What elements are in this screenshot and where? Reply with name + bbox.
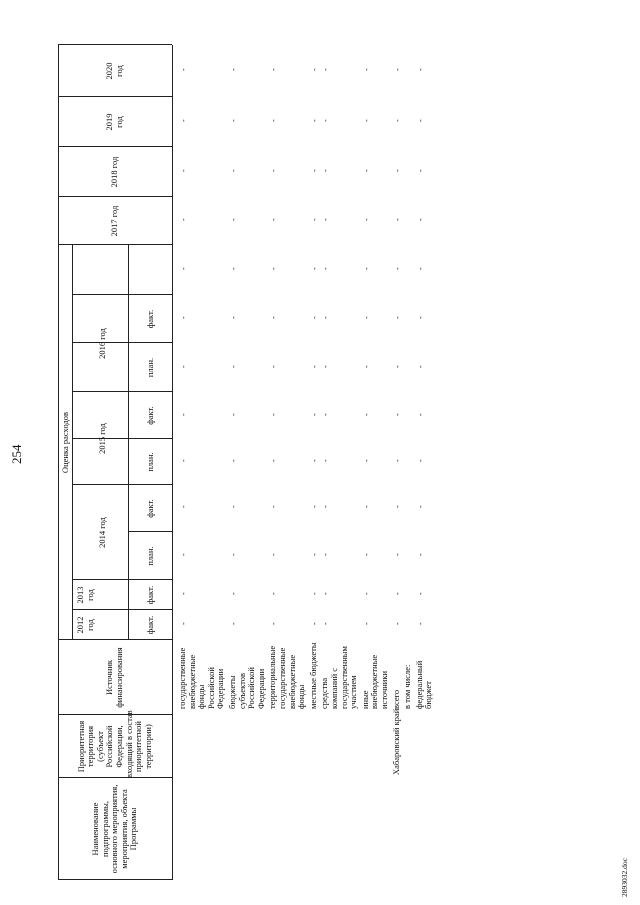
value-dash: - xyxy=(361,68,371,71)
value-dash: - xyxy=(321,505,331,508)
value-dash: - xyxy=(309,119,319,122)
header-fact-cell-1: факт. xyxy=(145,585,155,605)
value-dash: - xyxy=(361,505,371,508)
value-dash: - xyxy=(392,68,402,71)
value-dash: - xyxy=(229,505,238,508)
value-dash: - xyxy=(229,169,238,172)
value-dash: - xyxy=(229,553,238,556)
source-cell: компаний с xyxy=(329,667,339,709)
value-dash: - xyxy=(415,413,425,416)
value-dash: - xyxy=(309,68,319,71)
source-cell: участием xyxy=(348,675,359,709)
header-year-2019: год xyxy=(113,116,124,128)
source-cell: государственные xyxy=(177,647,187,709)
value-dash: - xyxy=(309,169,319,172)
value-dash: - xyxy=(309,218,319,221)
value-dash: - xyxy=(179,267,188,270)
value-dash: - xyxy=(321,365,331,368)
value-dash: - xyxy=(392,365,402,368)
value-dash: - xyxy=(179,169,188,172)
value-dash: - xyxy=(361,169,371,172)
value-dash: - xyxy=(392,622,402,625)
value-dash: - xyxy=(361,365,371,368)
header-territory-column: Федерации, xyxy=(114,725,124,768)
value-dash: - xyxy=(392,169,402,172)
source-cell: Федерации xyxy=(255,668,266,709)
header-fact-cell-3: факт. xyxy=(145,499,155,518)
territory-cell: Хабаровский край xyxy=(390,708,401,775)
source-cell: государственные xyxy=(277,647,287,709)
value-dash: - xyxy=(415,68,425,71)
value-dash: - xyxy=(361,119,371,122)
header-name-column: подпрограммы, xyxy=(99,800,110,858)
header-plan-cell-2: план. xyxy=(145,546,155,566)
value-dash: - xyxy=(392,218,402,221)
value-dash: - xyxy=(361,592,371,595)
value-dash: - xyxy=(309,592,319,595)
value-dash: - xyxy=(415,505,425,508)
source-cell: государственным xyxy=(338,646,349,709)
source-cell: Российской xyxy=(246,667,257,709)
value-dash: - xyxy=(179,365,188,368)
value-dash: - xyxy=(269,68,279,71)
value-dash: - xyxy=(179,592,188,595)
value-dash: - xyxy=(179,316,188,319)
value-dash: - xyxy=(309,622,319,625)
header-name-column: мероприятия, объекта xyxy=(118,789,129,869)
value-dash: - xyxy=(321,592,331,595)
value-dash: - xyxy=(321,316,331,319)
value-dash: - xyxy=(361,316,371,319)
source-cell: внебюджетные xyxy=(186,654,197,709)
value-dash: - xyxy=(229,316,238,319)
value-dash: - xyxy=(229,218,238,221)
value-dash: - xyxy=(269,365,279,368)
header-year-2012: год xyxy=(84,619,95,631)
header-plan-cell-4: план. xyxy=(145,452,155,472)
value-dash: - xyxy=(361,622,371,625)
header-year-2017: 2017 год xyxy=(109,205,119,237)
table-rule xyxy=(172,45,173,880)
value-dash: - xyxy=(321,413,331,416)
source-cell: внебюджетные xyxy=(369,654,380,709)
value-dash: - xyxy=(229,365,238,368)
table-rule xyxy=(72,294,172,295)
value-dash: - xyxy=(269,622,279,625)
value-dash: - xyxy=(361,267,371,270)
value-dash: - xyxy=(392,459,402,462)
value-dash: - xyxy=(361,459,371,462)
value-dash: - xyxy=(179,459,188,462)
value-dash: - xyxy=(309,553,319,556)
value-dash: - xyxy=(321,553,331,556)
value-dash: - xyxy=(179,413,188,416)
value-dash: - xyxy=(321,459,331,462)
header-year-2012: 2012 xyxy=(75,616,85,634)
header-territory-column: (субъект xyxy=(94,731,105,762)
header-name-column: основного мероприятия, xyxy=(109,784,120,874)
header-source-column: финансирования xyxy=(114,647,124,708)
value-dash: - xyxy=(415,365,425,368)
value-dash: - xyxy=(269,169,279,172)
value-dash: - xyxy=(229,459,238,462)
value-dash: - xyxy=(415,316,425,319)
header-year-2015: 2015 год xyxy=(97,423,107,454)
header-estimate: Оценка расходов xyxy=(60,411,70,474)
value-dash: - xyxy=(269,505,279,508)
value-dash: - xyxy=(321,218,331,221)
header-year-2020: год xyxy=(113,65,124,77)
value-dash: - xyxy=(415,459,425,462)
source-cell: федеральный xyxy=(413,660,424,709)
header-territory-column: входящий в состав xyxy=(123,710,134,778)
value-dash: - xyxy=(415,218,425,221)
value-dash: - xyxy=(179,622,188,625)
header-fact-cell-7: факт. xyxy=(145,309,155,329)
value-dash: - xyxy=(392,505,402,508)
header-plan-cell-6: план. xyxy=(145,357,155,378)
value-dash: - xyxy=(269,592,279,595)
header-year-2019: 2019 xyxy=(104,113,114,131)
table-rule xyxy=(72,391,172,392)
source-cell: субъектов xyxy=(236,673,247,709)
value-dash: - xyxy=(179,218,188,221)
header-year-2016: 2016 год xyxy=(97,328,107,359)
value-dash: - xyxy=(321,622,331,625)
source-cell: внебюджетные xyxy=(286,654,297,709)
value-dash: - xyxy=(269,413,279,416)
header-year-2020: 2020 xyxy=(104,62,114,80)
source-cell: иные xyxy=(359,690,370,709)
value-dash: - xyxy=(321,119,331,122)
header-territory-column: территории) xyxy=(142,724,153,769)
value-dash: - xyxy=(415,592,425,595)
source-cell: местные бюджеты xyxy=(307,642,318,709)
value-dash: - xyxy=(269,316,279,319)
value-dash: - xyxy=(309,365,319,368)
source-cell: фонды xyxy=(196,684,207,709)
value-dash: - xyxy=(309,316,319,319)
source-cell: Российской xyxy=(205,667,216,709)
header-fact-cell-0: факт. xyxy=(145,615,155,635)
value-dash: - xyxy=(269,459,279,462)
source-cell: территориальные xyxy=(267,645,278,709)
value-dash: - xyxy=(392,553,402,556)
value-dash: - xyxy=(229,119,238,122)
value-dash: - xyxy=(229,622,238,625)
value-dash: - xyxy=(415,169,425,172)
page-number: 254 xyxy=(9,444,24,464)
value-dash: - xyxy=(309,267,319,270)
value-dash: - xyxy=(361,218,371,221)
table-rule xyxy=(128,245,129,640)
value-dash: - xyxy=(309,505,319,508)
header-year-2014: 2014 год xyxy=(97,517,107,548)
table-rule xyxy=(58,45,59,880)
value-dash: - xyxy=(269,267,279,270)
value-dash: - xyxy=(361,553,371,556)
value-dash: - xyxy=(179,119,188,122)
value-dash: - xyxy=(392,119,402,122)
source-cell: источники xyxy=(379,670,389,709)
value-dash: - xyxy=(415,119,425,122)
value-dash: - xyxy=(269,218,279,221)
document-number: 2893032.doc xyxy=(620,858,629,897)
header-fact-cell-5: факт. xyxy=(145,406,155,425)
source-cell: фонды xyxy=(296,684,307,709)
value-dash: - xyxy=(415,622,425,625)
value-dash: - xyxy=(415,267,425,270)
value-dash: - xyxy=(321,68,331,71)
value-dash: - xyxy=(309,459,319,462)
table-rule xyxy=(72,245,73,640)
value-dash: - xyxy=(321,267,331,270)
header-year-2013: год xyxy=(84,589,95,601)
header-year-2018: 2018 год xyxy=(109,156,119,188)
value-dash: - xyxy=(229,68,238,71)
value-dash: - xyxy=(309,413,319,416)
source-cell: в том числе: xyxy=(402,664,413,709)
header-source-column: Источник xyxy=(104,659,115,696)
value-dash: - xyxy=(179,553,188,556)
value-dash: - xyxy=(179,505,188,508)
value-dash: - xyxy=(415,553,425,556)
value-dash: - xyxy=(321,169,331,172)
value-dash: - xyxy=(392,316,402,319)
value-dash: - xyxy=(392,592,402,595)
header-territory-column: территория xyxy=(85,725,96,768)
value-dash: - xyxy=(179,68,188,71)
source-cell: всего xyxy=(390,689,401,709)
value-dash: - xyxy=(229,413,238,416)
value-dash: - xyxy=(229,592,238,595)
value-dash: - xyxy=(269,119,279,122)
table-rule xyxy=(72,484,172,485)
source-cell: бюджет xyxy=(423,681,434,709)
header-territory-column: приоритетной xyxy=(133,721,144,772)
header-territory-column: Приоритетная xyxy=(75,720,86,773)
header-year-2013: 2013 xyxy=(75,586,85,604)
header-territory-column: Российской xyxy=(104,725,115,768)
source-cell: средства xyxy=(319,677,330,709)
source-cell: Федерации xyxy=(215,668,226,709)
value-dash: - xyxy=(361,413,371,416)
source-cell: бюджеты xyxy=(227,675,237,709)
value-dash: - xyxy=(269,553,279,556)
header-name-column: Наименование xyxy=(90,802,100,856)
value-dash: - xyxy=(392,267,402,270)
value-dash: - xyxy=(392,413,402,416)
header-name-column: Программы xyxy=(128,807,139,851)
value-dash: - xyxy=(229,267,238,270)
